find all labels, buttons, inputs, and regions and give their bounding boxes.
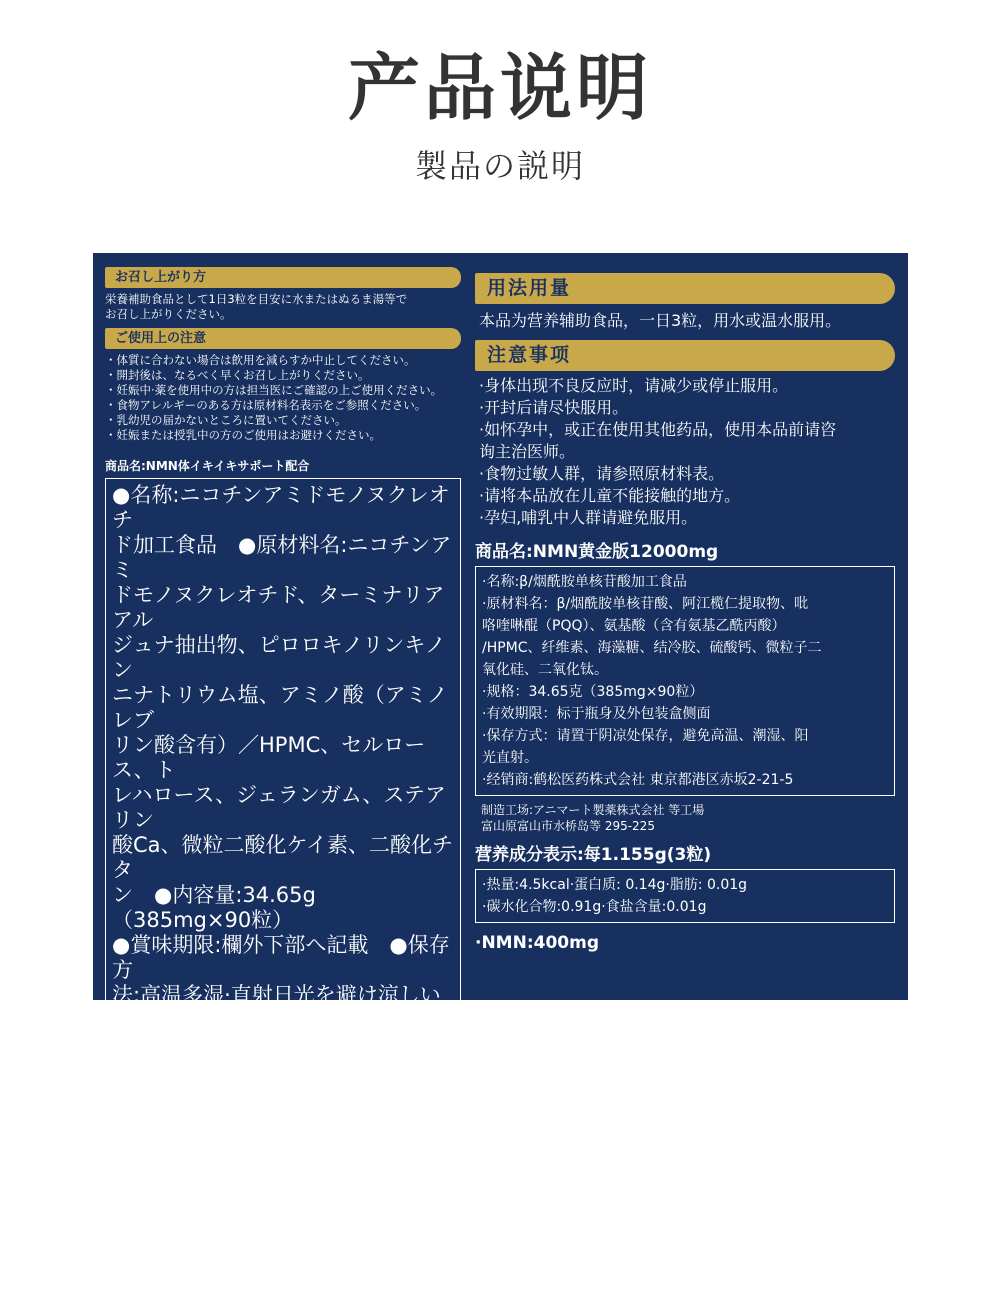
list-item: ·食物过敏人群，请参照原材料表。 — [479, 464, 725, 483]
list-item: ・体質に合わない場合は飲用を減らすか中止してください。 — [105, 353, 416, 367]
text-line: ●名称:ニコチンアミドモノヌクレオチ — [112, 483, 450, 532]
usage-text-jp — [105, 292, 461, 322]
text-line: ドモノヌクレオチド、ターミナリアアル — [112, 583, 445, 632]
text-line: ·经销商:鹤松医药株式会社 東京都港区赤坂2-21-5 — [482, 772, 794, 788]
caution-list-cn — [475, 375, 895, 529]
list-item: ·请将本品放在儿童不能接触的地方。 — [479, 486, 741, 505]
page-title: 产品说明 — [347, 46, 652, 130]
processor-info-jp — [105, 1121, 461, 1151]
list-item: 询主治医师。 — [479, 442, 576, 461]
text-line: ●エネルギー:4.5kcal ●たんぱく質: — [112, 1187, 428, 1236]
text-line: ニナトリウム塩、アミノ酸（アミノレブ — [112, 683, 448, 732]
usage-heading-cn: 用法用量 — [475, 273, 895, 304]
nutrition-label-jp: 栄養成分表示: 1.155g（3粒）あたり — [105, 1163, 313, 1177]
product-info-panel — [93, 253, 908, 1314]
text-line: 酸Ca、微粒二酸化ケイ素、二酸化チタ — [112, 833, 454, 882]
text-line: 咯喹啉醌（PQQ）、氨基酸（含有氨基乙酰丙酸） — [482, 618, 786, 634]
usage-text-cn: 本品为营养辅助食品，一日3粒，用水或温水服用。 — [479, 311, 842, 330]
spec-box-cn — [475, 566, 895, 796]
list-item: ・妊娠中·薬を使用中の方は担当医にご確認の上ご使用ください。 — [105, 383, 443, 397]
list-item: ·身体出现不良反应时，请减少或停止服用。 — [479, 376, 789, 395]
caution-list-jp — [105, 353, 461, 443]
text-line: ン ●内容量:34.65g（385mg×90粒） — [112, 883, 316, 932]
text-line: リン酸含有）／HPMC、セルロース、ト — [112, 733, 426, 782]
nmn-content-jp: ●NMN:400mg — [105, 1299, 194, 1314]
spec-box-jp — [105, 478, 461, 1113]
text-line: ●賞味期限:欄外下部へ記載 ●保存方 — [112, 933, 450, 982]
text-line: 0.14g ●脂質:0.01g ●炭水化物: — [112, 1237, 423, 1261]
chinese-column — [475, 273, 895, 957]
list-item: ・開封後は、なるべく早くお召し上がりください。 — [105, 368, 370, 382]
maker-info-cn — [475, 802, 895, 834]
text-line: 富山原富山市水桥岛等 295-225 — [481, 819, 655, 833]
caution-heading-cn: 注意事项 — [475, 340, 895, 371]
list-item: ・妊娠または授乳中の方のご使用はお避けください。 — [105, 428, 381, 442]
text-line: ·保存方式：请置于阴凉处保存，避免高温、潮湿、阳 — [482, 728, 809, 744]
list-item: ・乳幼児の届かないところに置いてください。 — [105, 413, 347, 427]
text-line: 富山県富山市水橋畠等295-225 — [155, 1136, 319, 1150]
text-line: ·碳水化合物:0.91g·食盐含量:0.01g — [482, 899, 707, 915]
text-line: ·热量:4.5kcal·蛋白质: 0.14g·脂肪: 0.01g — [482, 877, 748, 893]
page-subtitle: 製品の説明 — [414, 147, 585, 185]
nutrition-box-cn — [475, 869, 895, 923]
nmn-content-cn: ·NMN:400mg — [475, 933, 599, 953]
text-line: お召し上がりください。 — [105, 307, 232, 321]
text-line: /HPMC、纤维素、海藻糖、结冷胶、硫酸钙、微粒子二 — [482, 640, 822, 656]
text-line: ·原材料名：β/烟酰胺单核苷酸、阿江榄仁提取物、吡 — [482, 596, 809, 612]
text-line: 0.91g ●食塩相当量:0.01g — [112, 1262, 370, 1286]
text-line: ド加工食品 ●原材料名:ニコチンアミ — [112, 533, 452, 582]
usage-heading-jp: お召し上がり方 — [105, 267, 461, 288]
list-item: ·如怀孕中，或正在使用其他药品，使用本品前请咨 — [479, 420, 837, 439]
text-line: ·有效期限：标于瓶身及外包装盒侧面 — [482, 706, 711, 722]
nutrition-label-cn: 营养成分表示:每1.155g(3粒) — [475, 845, 712, 865]
text-line: 薬株式会社 東京都港区赤坂2-21-5 — [112, 1083, 440, 1107]
text-line: ·规格：34.65克（385mg×90粒） — [482, 684, 704, 700]
list-item: ·开封后请尽快服用。 — [479, 398, 629, 417]
text-line: 制造工场:アニマート製薬株式会社 等工場 — [481, 803, 705, 817]
text-line: 氧化硅、二氧化钛。 — [482, 662, 608, 678]
product-name-cn: 商品名:NMN黄金版12000mg — [475, 542, 719, 562]
nutrition-box-jp — [105, 1182, 461, 1292]
list-item: ・食物アレルギーのある方は原材料名表示をご参照ください。 — [105, 398, 427, 412]
text-line: ジュナ抽出物、ピロロキノリンキノン — [112, 633, 446, 682]
japanese-column — [105, 267, 461, 1315]
text-line: に保存してください ●販売者:鶴松医 — [112, 1033, 453, 1082]
text-line: 加工者: アニマート製薬株式会社 皐等工場 — [105, 1121, 323, 1135]
text-line: ·名称:β/烟酰胺单核苷酸加工食品 — [482, 574, 687, 590]
caution-heading-jp: ご使用上の注意 — [105, 328, 461, 349]
text-line: 光直射。 — [482, 750, 538, 766]
text-line: レハロース、ジェランガム、ステアリン — [112, 783, 446, 832]
text-line: 法:高温多湿·直射日光を避け涼しい所 — [112, 983, 441, 1032]
list-item: ·孕妇,哺乳中人群请避免服用。 — [479, 508, 698, 527]
text-line: 栄養補助食品として1日3粒を目安に水またはぬるま湯等で — [105, 292, 408, 306]
product-name-jp: 商品名:NMN体イキイキサポート配合 — [105, 459, 310, 473]
